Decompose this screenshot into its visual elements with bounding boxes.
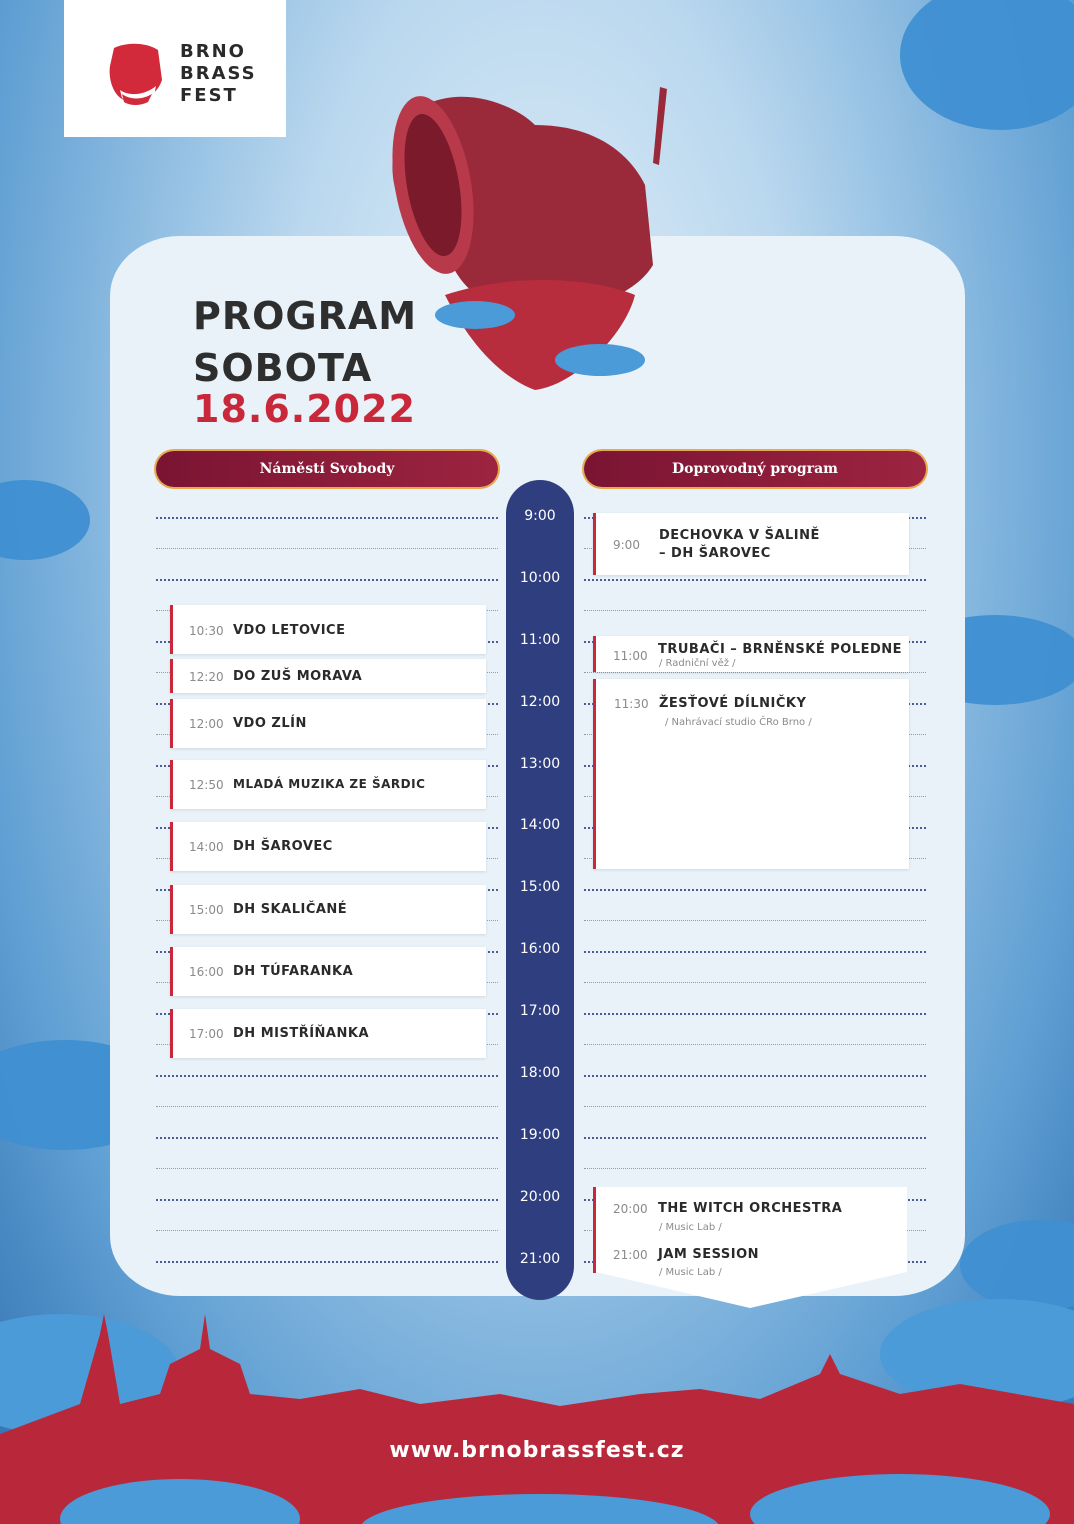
hour-gridline [584,951,926,953]
event-card[interactable] [593,513,909,575]
half-hour-gridline [584,982,926,983]
hour-gridline [584,579,926,581]
half-hour-gridline [156,548,498,549]
half-hour-gridline [584,1168,926,1169]
event-name: THE WITCH ORCHESTRA [658,1201,843,1216]
column-header-left: Náměstí Svobody [156,451,498,487]
time-label: 14:00 [519,817,561,833]
hour-gridline [156,1075,498,1077]
event-name: DH SKALIČANÉ [233,902,348,917]
time-label: 9:00 [524,508,556,524]
event-time: 11:00 [613,649,648,663]
logo-line-3: FEST [180,85,238,106]
event-date: 18.6.2022 [193,387,416,431]
title-line-2: SOBOTA [193,346,373,390]
event-name: DO ZUŠ MORAVA [233,669,363,684]
title-line-1: PROGRAM [193,294,418,338]
hour-gridline [156,1137,498,1139]
event-time: 20:00 [613,1202,648,1216]
column-header-right: Doprovodný program [584,451,926,487]
time-label: 13:00 [519,756,561,772]
half-hour-gridline [584,610,926,611]
hour-gridline [584,1013,926,1015]
event-place: / Nahrávací studio ČRo Brno / [665,717,812,728]
time-label: 11:00 [519,632,561,648]
logo-line-1: BRNO [180,41,246,62]
time-label: 12:00 [519,694,561,710]
event-place: / Music Lab / [659,1267,722,1278]
event-card[interactable] [593,636,909,672]
event-place: / Music Lab / [659,1222,722,1233]
event-card[interactable] [170,822,486,871]
time-label: 16:00 [519,941,561,957]
horn-logo-icon [106,40,166,106]
event-card[interactable] [170,699,486,748]
hour-gridline [156,579,498,581]
page-title [193,290,417,394]
event-name: DH TÚFARANKA [233,964,354,979]
event-name-cont: – DH ŠAROVEC [659,546,771,561]
event-name: DECHOVKA V ŠALINĚ [659,528,820,543]
hour-gridline [156,1199,498,1201]
time-label: 20:00 [519,1189,561,1205]
half-hour-gridline [156,1168,498,1169]
event-card[interactable] [170,885,486,934]
hour-gridline [156,1261,498,1263]
event-time: 12:50 [189,778,224,792]
time-label: 18:00 [519,1065,561,1081]
half-hour-gridline [156,1106,498,1107]
hour-gridline [584,889,926,891]
event-time: 11:30 [614,697,649,711]
event-name: ŽESŤOVÉ DÍLNIČKY [659,696,807,711]
time-label: 19:00 [519,1127,561,1143]
event-name: DH ŠAROVEC [233,839,333,854]
logo-line-2: BRASS [180,63,257,84]
event-name: VDO LETOVICE [233,623,346,638]
half-hour-gridline [584,1106,926,1107]
event-name: VDO ZLÍN [233,716,307,731]
event-name: JAM SESSION [658,1247,760,1262]
event-time: 14:00 [189,840,224,854]
event-time: 12:20 [189,670,224,684]
event-card[interactable] [170,659,486,693]
time-label: 21:00 [519,1251,561,1267]
event-time: 16:00 [189,965,224,979]
event-card[interactable] [170,605,486,654]
event-time: 21:00 [613,1248,648,1262]
event-time: 15:00 [189,903,224,917]
event-time: 10:30 [189,624,224,638]
hour-gridline [584,1137,926,1139]
event-name: MLADÁ MUZIKA ZE ŠARDIC [233,777,426,791]
event-card[interactable] [170,760,486,809]
hour-gridline [156,517,498,519]
half-hour-gridline [584,1044,926,1045]
event-card[interactable] [593,1187,906,1297]
hour-gridline [584,1075,926,1077]
city-skyline-icon [0,1294,1074,1524]
event-name: TRUBAČI – BRNĚNSKÉ POLEDNE [658,642,903,657]
event-name: DH MISTŘÍŇANKA [233,1026,370,1041]
event-time: 12:00 [189,717,224,731]
time-label: 15:00 [519,879,561,895]
website-link[interactable]: www.brnobrassfest.cz [389,1438,685,1463]
half-hour-gridline [156,1230,498,1231]
event-time: 9:00 [613,538,640,552]
event-card[interactable] [170,947,486,996]
timeline-bar [506,480,574,1300]
time-label: 10:00 [519,570,561,586]
time-label: 17:00 [519,1003,561,1019]
event-card[interactable] [170,1009,486,1058]
event-place: / Radniční věž / [659,658,736,669]
horn-illustration-icon [385,85,685,395]
half-hour-gridline [584,672,926,673]
half-hour-gridline [584,920,926,921]
event-card[interactable] [593,679,909,869]
event-time: 17:00 [189,1027,224,1041]
logo[interactable] [64,0,286,137]
